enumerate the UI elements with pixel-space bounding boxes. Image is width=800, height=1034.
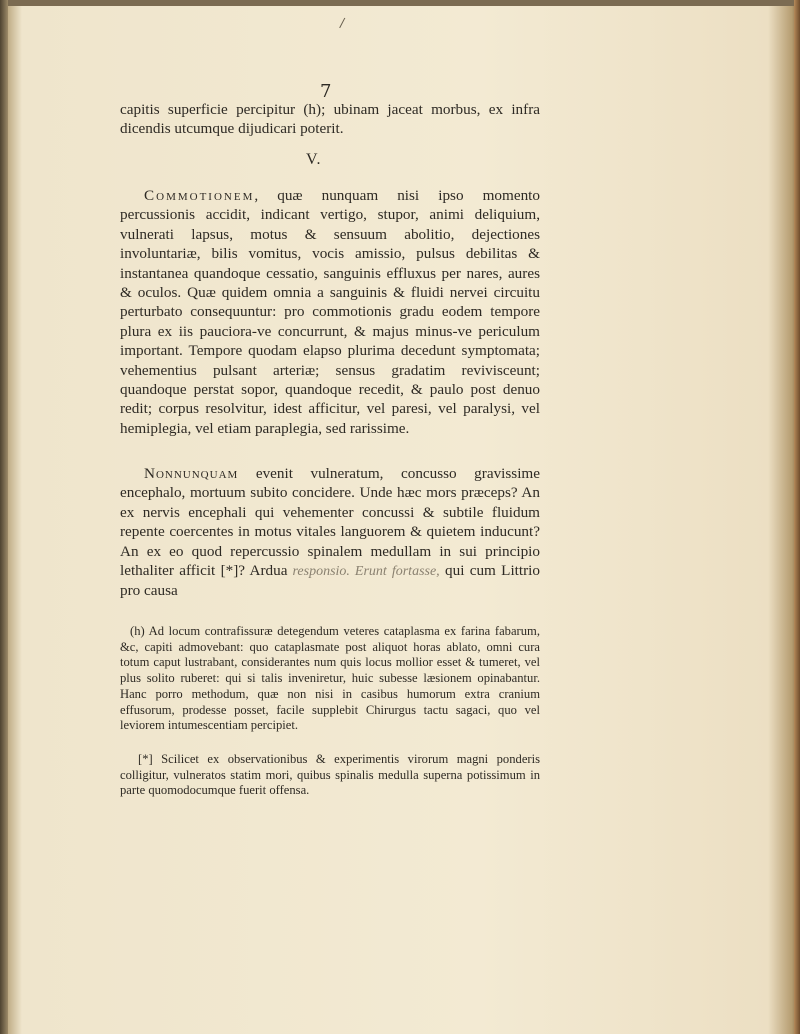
continued-text: capitis superficie percipitur (h); ubinam jaceat morbus, ex infra dicendis utcumque dijudicari poterit. [120, 101, 540, 138]
section-heading: V. [306, 151, 322, 168]
paragraph-tail: qui cum Littrio pro causa [120, 562, 540, 600]
paragraph-nonnunquam [120, 464, 540, 601]
paragraph-commotionem [120, 186, 540, 438]
page-top-edge [0, 0, 800, 6]
paragraph-body: , quæ nunquam nisi ipso momento percussionis accidit, indicant vertigo, stupor, animi deliquium, vulnerati lapsus, motus & sensuum abolitio, dejectiones involuntariæ, bilis vomitus, vocis amissio, pulsus debilitas & instantanea quandoque cessatio, sanguinis effluxus per nares, aures & oculos. Quæ quidem omnia a sanguinis & fluidi nervei circuitu perturbato consequuntur: pro commotionis gradu eodem tempore plura ex iis pauciora-ve concurrunt, & majus minus-ve periculum important. Tempore quodam elapso plurima decedunt symptomata; vehementius pulsant arteriæ; sensus gradatim revivisceunt; quandoque perstat sopor, quandoque recedit, & paulo post denuo redit; corpus resolvitur, idest afficitur, vel paresi, vel paralysi, vel hemiplegia, vel etiam paraplegia, sed rarissime. [120, 187, 540, 437]
paragraph-body: evenit vulneratum, concusso gravissime encephalo, mortuum subito concidere. Unde hæc mors præceps? An ex nervis encephali qui vehementer concussi & subtile fluidum repente coercentes in motus vitales languorem & quietem inducunt? An ex eo quod repercussio spinalem medullam in sui principio lethaliter afficit [*]? Ardua [120, 465, 540, 580]
pencil-mark: / [338, 15, 346, 32]
footnote-star: [*] Scilicet ex observationibus & experimentis virorum magni ponderis colligitur, vulneratos statim mori, quibus spinalis medulla superna potissimum in parte quomodocumque fuerit offensa. [120, 752, 540, 798]
paragraph-lead-word: Nonnunquam [144, 465, 239, 482]
page-right-edge [794, 0, 800, 1034]
footnote-h: (h) Ad locum contrafissuræ detegendum veteres cataplasma ex farina fabarum, &c, capiti admovebant: quo cataplasmate post aliquot horas ablato, omni cura totum caput lustrabant, considerantes num quis locus mollior esset & tumeret, vel plus solito ruberet: qui si talis inveniretur, huic subesse læsionem opinabantur. Hanc porro methodum, quæ non nisi in casibus humorum extra cranium effusorum, prodesse posset, facile supplebit Chirurgus tactu sagaci, quo vel leviorem intumescentiam percipiet. [120, 624, 540, 733]
paragraph-lead-word: Commotionem [144, 187, 255, 204]
binding-edge [0, 0, 8, 1034]
page-number: 7 [320, 81, 332, 102]
bleed-through-text: responsio. Erunt fortasse, [287, 564, 440, 580]
